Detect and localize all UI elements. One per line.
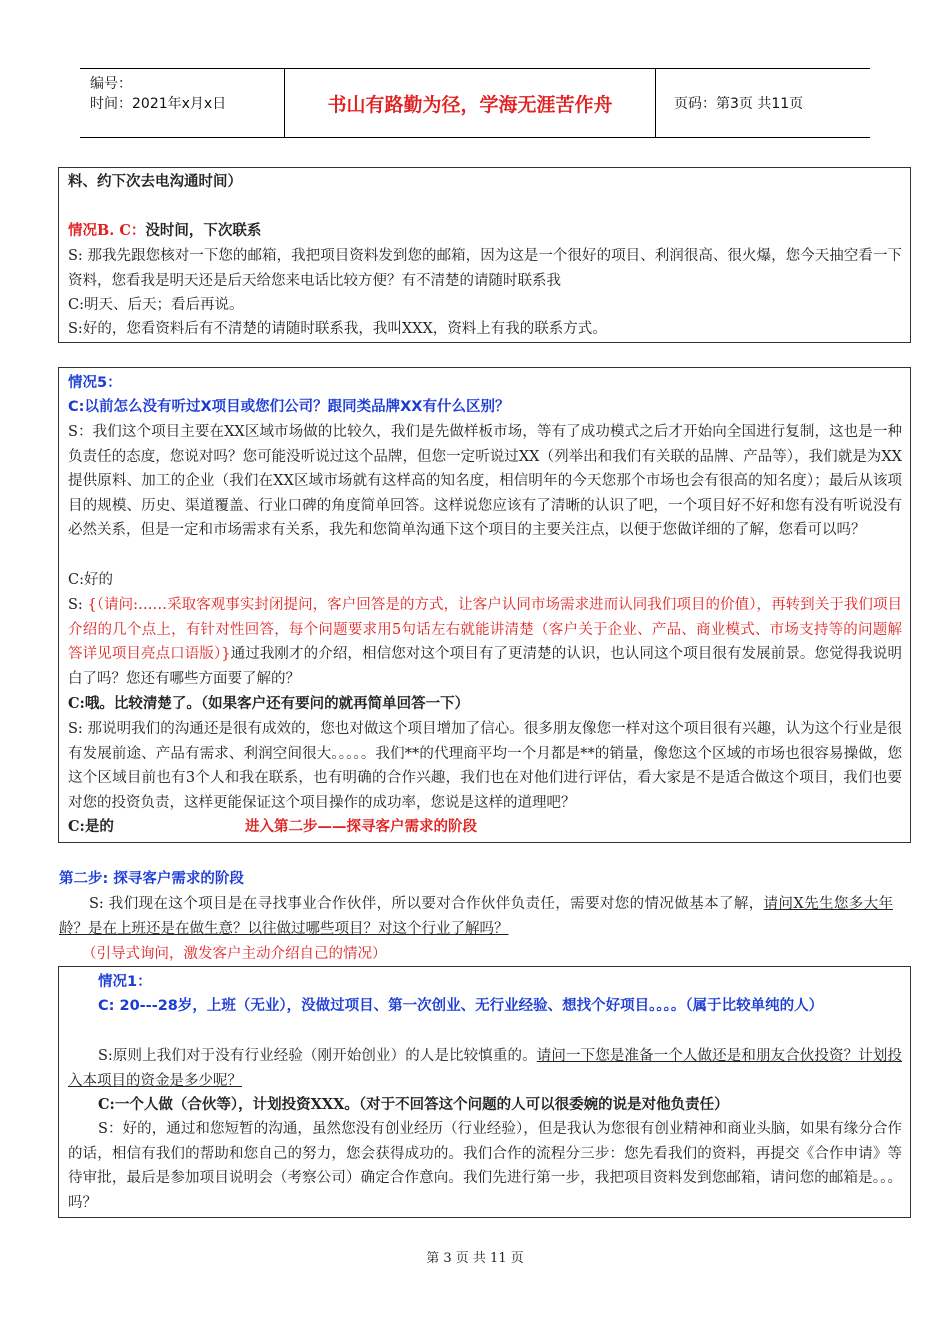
page-label: 页码：第3页 共11页 <box>674 96 804 112</box>
box1-line1: 料、约下次去电沟通时间） <box>68 173 242 190</box>
situation-1-title: 情况1： <box>98 974 152 990</box>
step2-s-underlined: 请问X先生您多大年龄？是在上班还是在做生意？以往做过哪些项目？对这个行业了解吗？ <box>59 896 893 937</box>
step2-s-plain: S: 我们现在这个项目是在寻找事业合作伙伴，所以要对合作伙伴负责任，需要对您的情况做基本了解， <box>89 896 764 912</box>
situation-5-title: 情况5： <box>68 375 122 391</box>
situation-5-c1: C:好的 <box>68 572 113 588</box>
header-motto: 书山有路勤为径，学海无涯苦作舟 <box>285 69 656 137</box>
step2-s-line <box>59 892 893 941</box>
box1-s-line: S: 那我先跟您核对一下您的邮箱，我把项目资料发到您的邮箱，因为这是一个很好的项目、利润很高、很火爆，您今天抽空看一下资料，您看我是明天还是后天给您来电话比较方便？有不清楚的请随时联系我 <box>68 248 902 289</box>
situation-1-s1 <box>68 1044 902 1093</box>
situation-5-question: C:以前怎么没有听过X项目或您们公司？跟同类品牌XX有什么区别？ <box>68 399 510 415</box>
date-label: 时间：2021年x月x日 <box>90 96 227 112</box>
situation-1-c1: C: 20---28岁，上班（无业），没做过项目、第一次创业、无行业经验、想找个好项目。。。。（属于比较单纯的人） <box>98 998 824 1014</box>
header-left-cell <box>80 69 285 137</box>
situation-5-s1: S：我们这个项目主要在XX区域市场做的比较久，我们是先做样板市场，等有了成功模式之后才开始向全国进行复制，这也是一种负责任的态度，您说对吗？您可能没听说过这个品牌，但您一定听说过XX（列举出和我们有关联的品牌、产品等），我们就是为XX提供原料、加工的企业（我们在XX区域市场就有这样高的知名度，相信明年的今天您那个市场也会有很高的知名度）；最后从该项目的规模、历史、渠道覆盖、行业口碑的角度简单回答。这样说您应该有了清晰的认识了吧，一个项目好不好和您有没有听说没有必然关系，但是一定和市场需求有关系，我先和您简单沟通下这个项目的主要关注点，以便于您做详细的了解，您看可以吗？ <box>68 424 902 538</box>
s2-text: 通过我刚才的介绍，相信您对这个项目有了更清楚的认识，也认同这个项目很有发展前景。您觉得我说明白了吗？您还有哪些方面要了解的？ <box>68 646 902 687</box>
s2-red-note: {（请问:……采取客观事实封闭提问，客户回答是的方式，让客户认同市场需求进而认同我们项目的价值），再转到关于我们项目介绍的几个点上，有针对性回答，每个问题要求用5句话左右就能讲清楚（客户关于企业、产品、商业模式、市场支持等的问题解答详见项目亮点口语版）} <box>68 597 902 662</box>
number-label: 编号： <box>90 76 132 92</box>
s1-plain: S:原则上我们对于没有行业经验（刚开始创业）的人是比较慎重的。 <box>98 1048 537 1064</box>
box1-s-final: S:好的，您看资料后有不清楚的请随时联系我，我叫XXX，资料上有我的联系方式。 <box>68 321 607 337</box>
step2-title: 第二步: 探寻客户需求的阶段 <box>59 871 244 887</box>
situation-bc-label: 情况B. C： <box>68 222 146 239</box>
situation-1-box <box>58 966 911 1218</box>
situation-5-s2 <box>68 593 902 691</box>
situation-bc-text: 没时间，下次联系 <box>145 222 262 239</box>
situation-5-box <box>58 367 911 843</box>
situation-5-c2: C:哦。比较清楚了。（如果客户还有要问的就再简单回答一下） <box>68 695 470 712</box>
situation-1-c2: C:一个人做（合伙等），计划投资XXX。（对于不回答这个问题的人可以很委婉的说是对他负责任） <box>98 1096 729 1113</box>
header-page-cell <box>664 69 869 137</box>
s2-prefix: S: <box>68 597 88 613</box>
page-footer: 第 3 页 共 11 页 <box>426 1251 524 1266</box>
step2-guide: （引导式询问，激发客户主动介绍自己的情况） <box>82 946 387 962</box>
situation-5-s3: S: 那说明我们的沟通还是很有成效的，您也对做这个项目增加了信心。很多朋友像您一样对这个项目很有兴趣，认为这个行业是很有发展前途、产品有需求、利润空间很大。。。。。我们**的代理商平均一个月都是**的销量，像您这个区域的市场也很容易操做，您这个区域目前也有3个人和我在联系，也有明确的合作兴趣，我们也在对他们进行评估，看大家是不是适合做这个项目，我们也要对您的投资负责，这样更能保证这个项目操作的成功率，您说是这样的道理吧？ <box>68 721 902 811</box>
situation-5-c3: C:是的 <box>68 818 114 835</box>
box1-heading <box>68 219 902 244</box>
situation-bc-box <box>58 167 911 343</box>
s1-underlined: 请问一下您是准备一个人做还是和朋友合伙投资？计划投入本项目的资金是多少呢？ <box>68 1048 902 1089</box>
page-header <box>80 68 870 138</box>
next-step-label: 进入第二步——探寻客户需求的阶段 <box>245 818 477 835</box>
situation-1-s2: S：好的，通过和您短暂的沟通，虽然您没有创业经历（行业经验），但是我认为您很有创业精神和商业头脑，如果有缘分合作的话，相信有我们的帮助和您自己的努力，您会获得成功的。我们合作的流程分三步：您先看我们的资料，再提交《合作申请》等待审批，最后是参加项目说明会（考察公司）确定合作意向。我们先进行第一步，我把项目资料发到您邮箱，请问您的邮箱是。。。吗？ <box>68 1121 902 1211</box>
box1-c-line: C:明天、后天；看后再说。 <box>68 297 244 313</box>
